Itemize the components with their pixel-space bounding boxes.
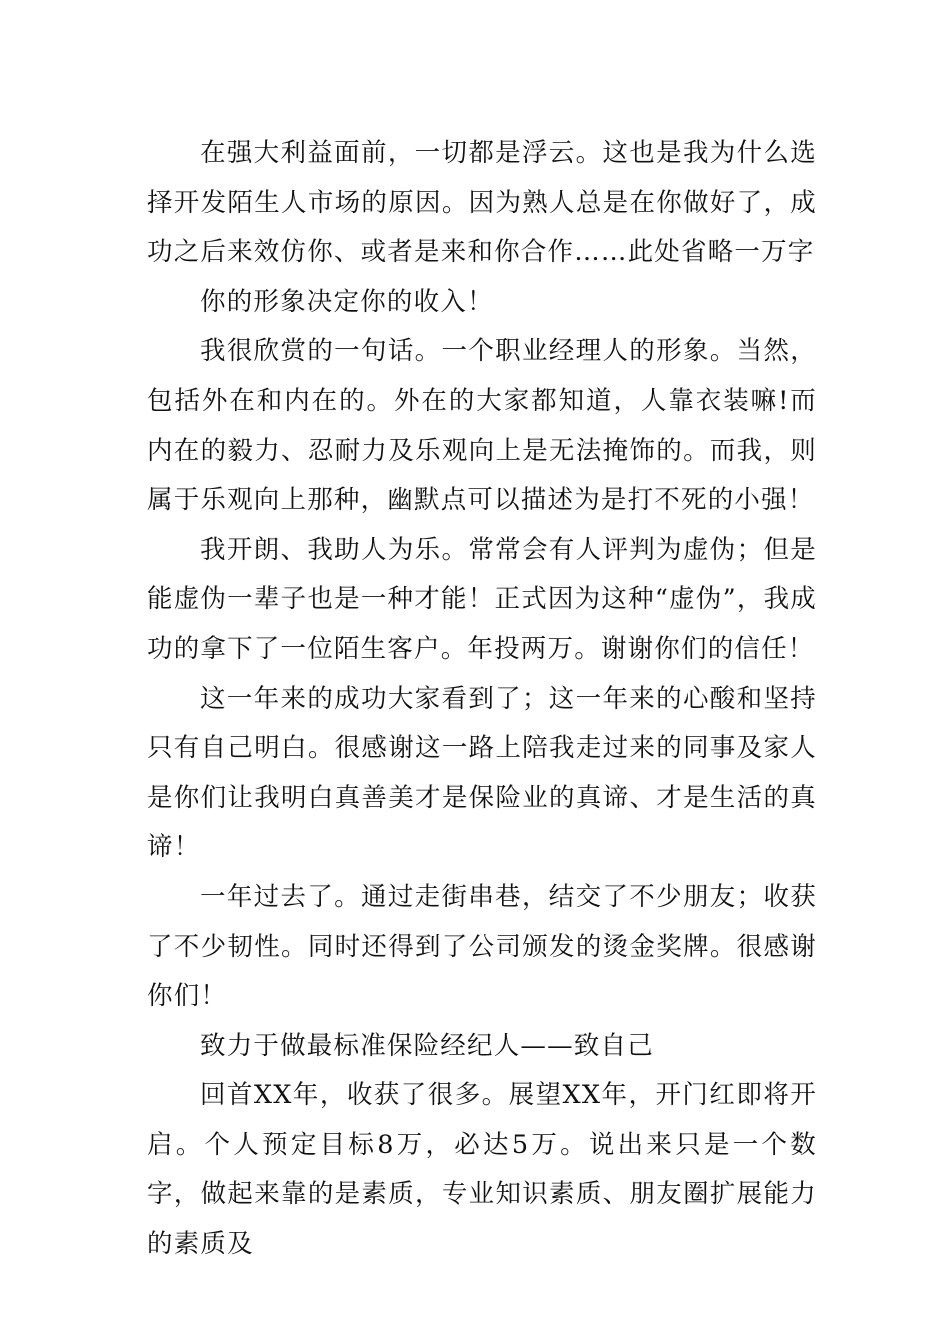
paragraph-7: 致力于做最标准保险经纪人——致自己 <box>200 1030 654 1061</box>
paragraph-6: 一年过去了。通过走街串巷，结交了不少朋友；收获了不少韧性。同时还得到了公司颁发的烫金奖牌。很感谢你们！ <box>147 881 817 1012</box>
paragraph-2: 你的形象决定你的收入！ <box>200 286 494 317</box>
paragraph-1: 在强大利益面前，一切都是浮云。这也是我为什么选择开发陌生人市场的原因。因为熟人总是在你做好了，成功之后来效仿你、或者是来和你合作……此处省略一万字 <box>147 138 817 268</box>
paragraph-8: 回首XX年，收获了很多。展望XX年，开门红即将开启。个人预定目标8万，必达5万。说出来只是一个数字，做起来靠的是素质，专业知识素质、朋友圈扩展能力的素质及 <box>147 1080 817 1260</box>
paragraph-4: 我开朗、我助人为乐。常常会有人评判为虚伪；但是能虚伪一辈子也是一种才能！正式因为这种“虚伪”，我成功的拿下了一位陌生客户。年投两万。谢谢你们的信任！ <box>147 534 817 664</box>
paragraph-3: 我很欣赏的一句话。一个职业经理人的形象。当然，包括外在和内在的。外在的大家都知道，人靠衣装嘛!而内在的毅力、忍耐力及乐观向上是无法掩饰的。而我，则属于乐观向上那种，幽默点可以描述为是打不死的小强！ <box>147 336 817 516</box>
document-body <box>147 129 817 1270</box>
paragraph-5: 这一年来的成功大家看到了；这一年来的心酸和坚持只有自己明白。很感谢这一路上陪我走过来的同事及家人是你们让我明白真善美才是保险业的真谛、才是生活的真谛！ <box>147 683 817 863</box>
